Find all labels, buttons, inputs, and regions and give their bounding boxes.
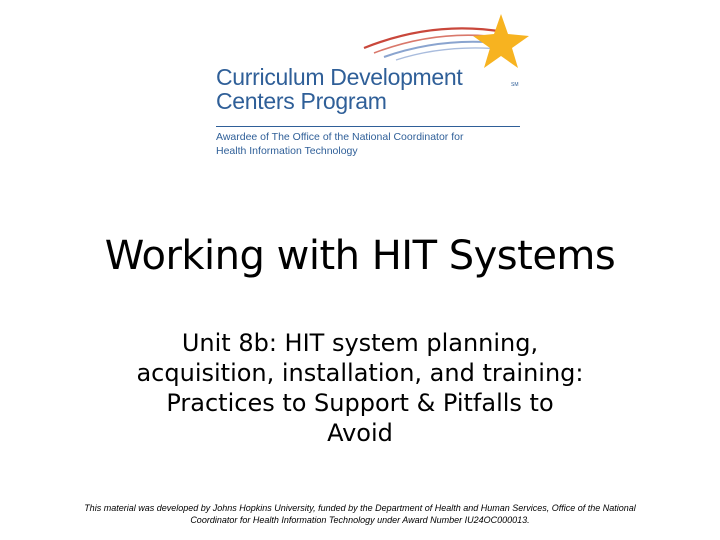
footer-line: This material was developed by Johns Hopkins University, funded by the Department of Health and Human Services, Office of the National bbox=[84, 503, 636, 513]
subtitle-line: Avoid bbox=[327, 419, 393, 447]
footer-line: Coordinator for Health Information Technology under Award Number IU24OC000013. bbox=[190, 515, 530, 525]
program-logo bbox=[214, 10, 534, 160]
logo-line-1: Curriculum Development bbox=[216, 64, 463, 90]
logo-subtitle bbox=[216, 130, 463, 158]
subtitle-line: Practices to Support & Pitfalls to bbox=[166, 389, 554, 417]
slide-title: Working with HIT Systems bbox=[104, 233, 616, 279]
service-mark: SM bbox=[511, 82, 519, 88]
logo-divider bbox=[216, 126, 520, 127]
logo-line-2: Centers Program bbox=[216, 88, 387, 114]
logo-subtitle-line-1: Awardee of The Office of the National Coordinator for bbox=[216, 131, 464, 143]
logo-subtitle-line-2: Health Information Technology bbox=[216, 145, 358, 157]
slide-subtitle bbox=[80, 328, 640, 448]
subtitle-line: Unit 8b: HIT system planning, bbox=[181, 329, 539, 357]
subtitle-line: acquisition, installation, and training: bbox=[136, 359, 584, 387]
funding-footer bbox=[10, 502, 710, 526]
